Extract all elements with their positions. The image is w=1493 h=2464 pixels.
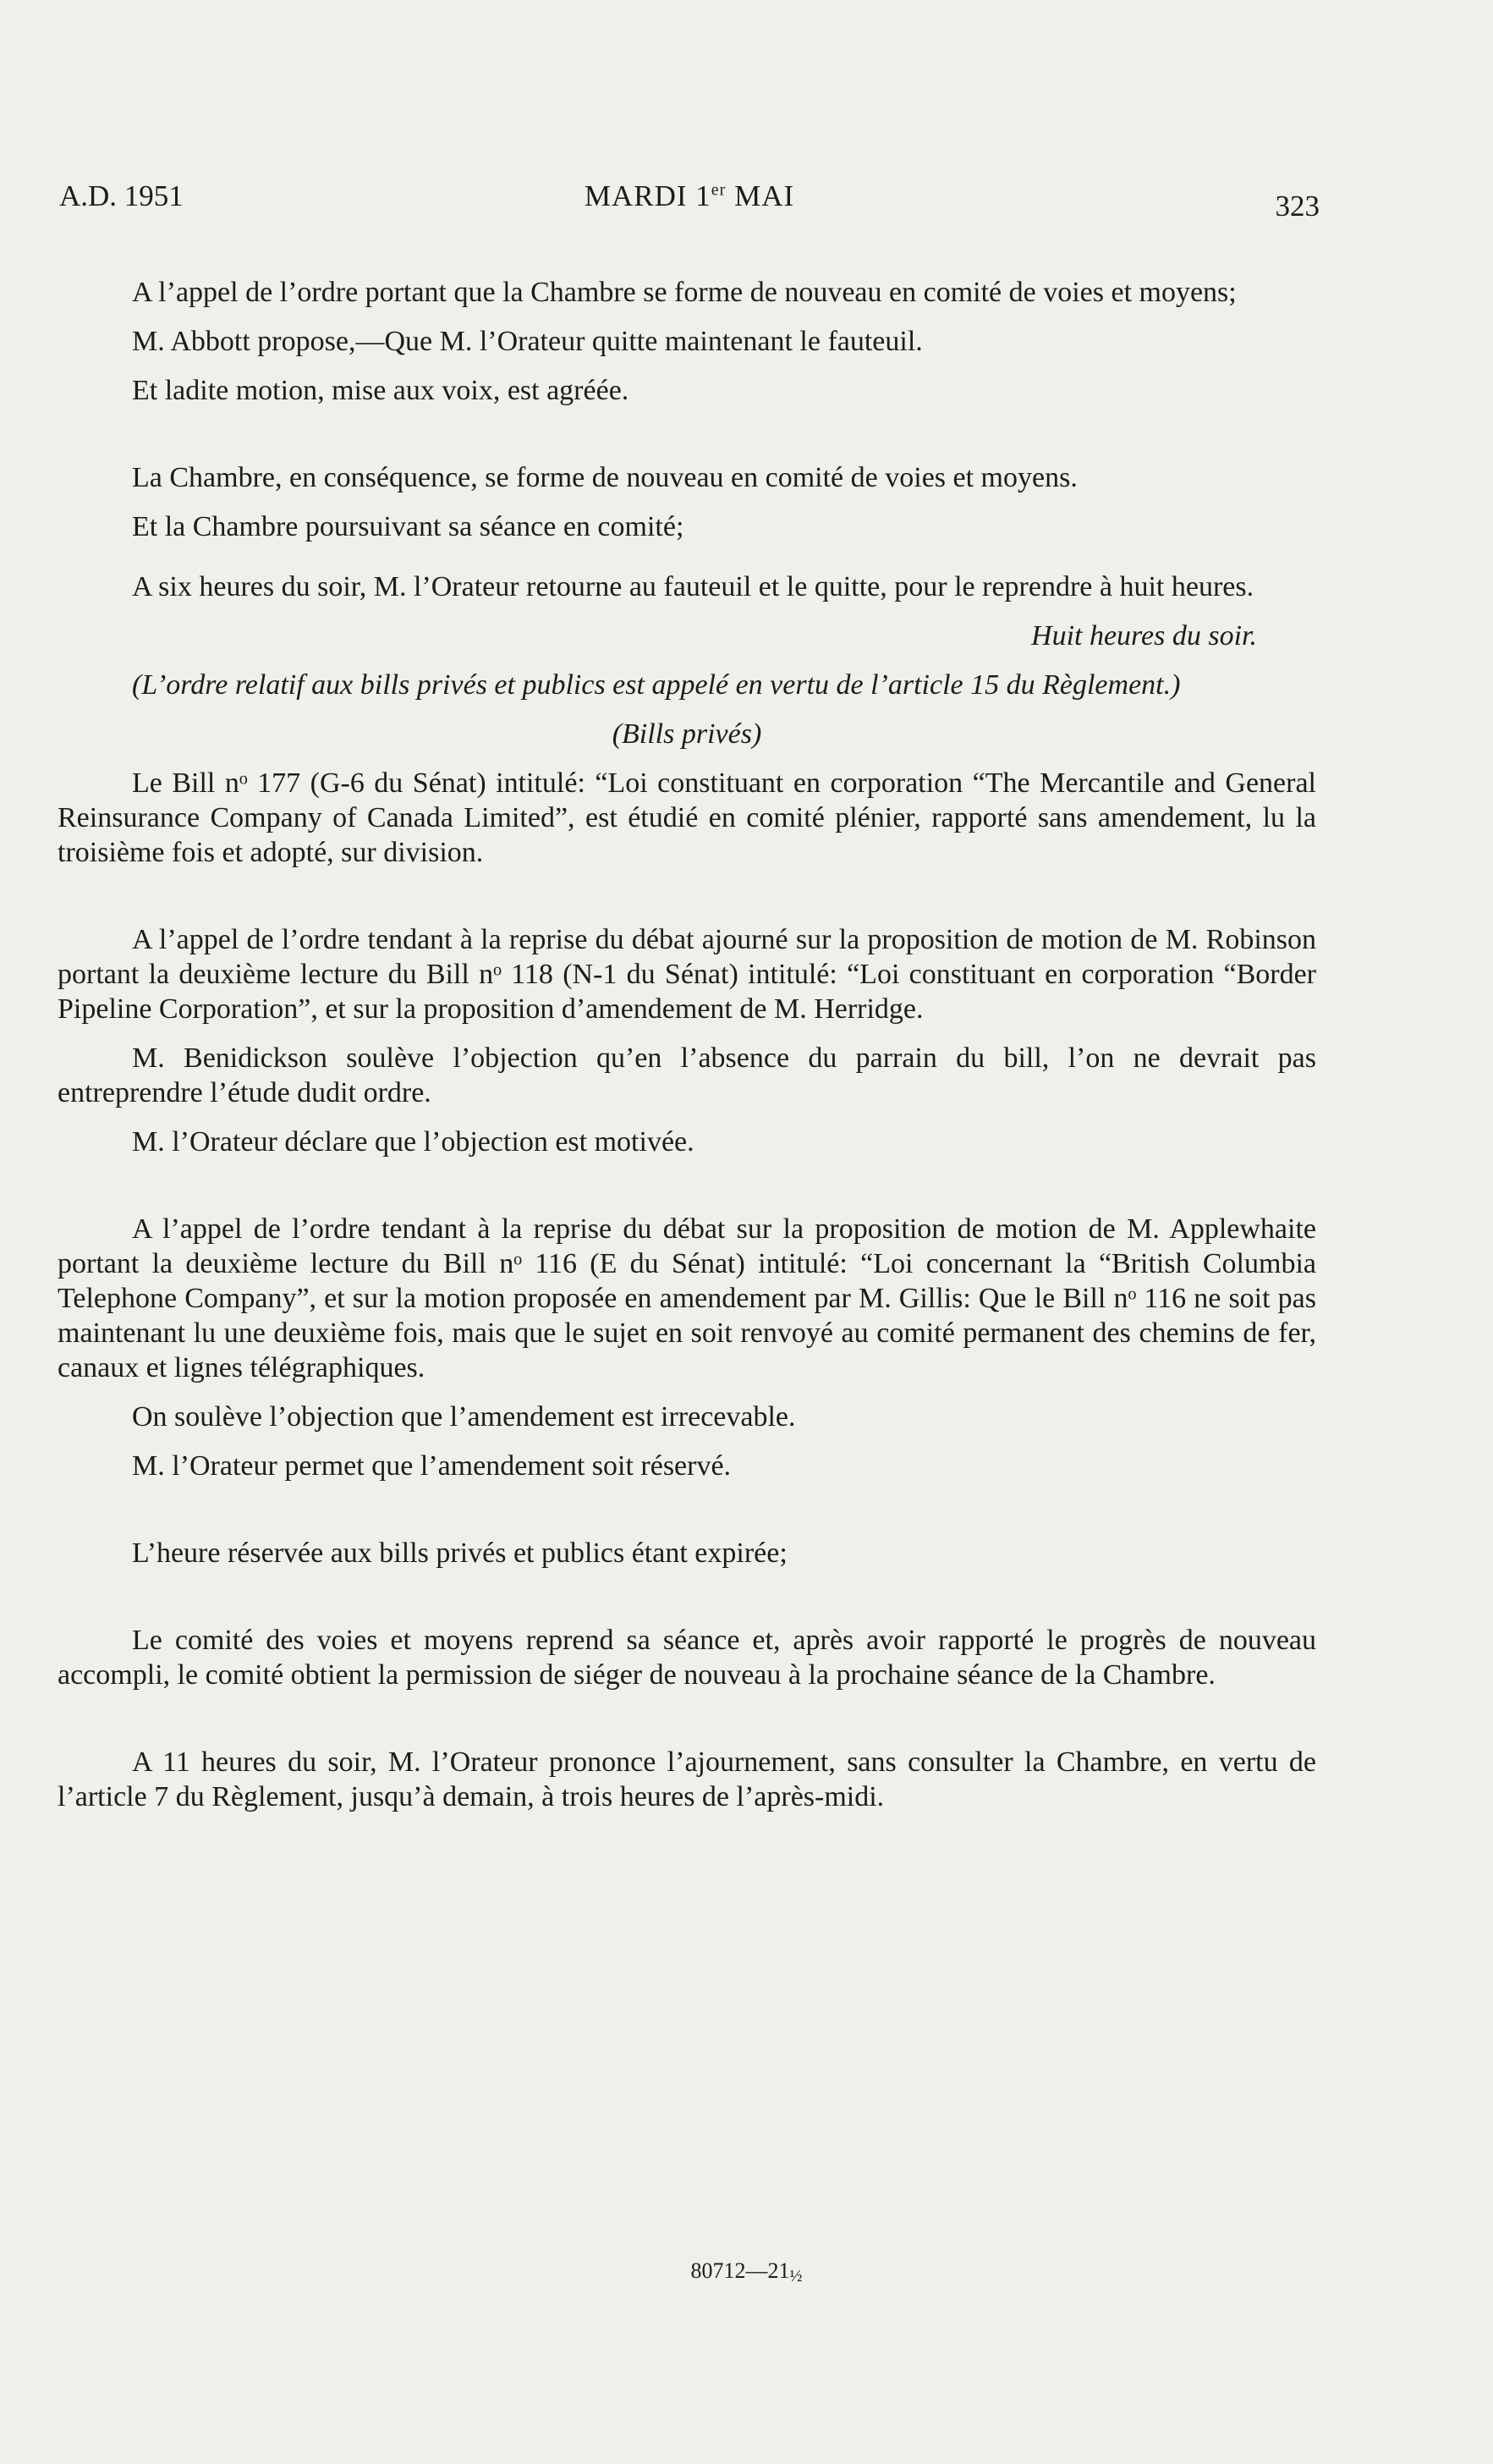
paragraph-amendment-objection: On soulève l’objection que l’amendement est irrecevable. (132, 1401, 796, 1433)
paragraph-bill-118: A l’appel de l’ordre tendant à la reprise du débat ajourné sur la proposition de motion de M. Robinson portant la deuxième lecture du Bill nᵒ 118 (N-1 du Sénat) intitulé: “Loi constituant en corporation “Border Pipeline Corporation”, et sur la proposition d’amendement de M. Herridge. (58, 924, 1316, 1025)
time-marker: Huit heures du soir. (1031, 620, 1257, 652)
printer-code-fraction: ½ (789, 2267, 803, 2285)
paragraph-bill-116: A l’appel de l’ordre tendant à la reprise du débat sur la proposition de motion de M. Applewhaite portant la deuxième lecture du Bill nᵒ 116 (E du Sénat) intitulé: “Loi concernant la “British Columbia Telephone Company”, et sur la motion proposée en amendement par M. Gillis: Que le Bill nᵒ 116 ne soit pas maintenant lu une deuxième fois, mais que le sujet en soit renvoyé au comité permanent des chemins de fer, canaux et lignes télégraphiques. (58, 1213, 1316, 1383)
header-year: A.D. 1951 (59, 179, 184, 212)
header-date-post: MAI (726, 179, 795, 212)
paragraph-amendment-reserved: M. l’Orateur permet que l’amendement soit réservé. (132, 1450, 732, 1482)
page-body (58, 275, 1316, 1814)
section-heading-private-bills: (Bills privés) (612, 718, 762, 750)
paragraph-6: A six heures du soir, M. l’Orateur retourne au fauteuil et le quitte, pour le reprendre à huit heures. (132, 571, 1254, 602)
printer-code (0, 2258, 1493, 2286)
header-date (59, 179, 1320, 213)
header-date-sup: er (711, 180, 727, 200)
paragraph-2: M. Abbott propose,—Que M. l’Orateur quitte maintenant le fauteuil. (132, 326, 923, 357)
paragraph-4: La Chambre, en conséquence, se forme de nouveau en comité de voies et moyens. (132, 462, 1078, 493)
printer-code-text: 80712—21 (690, 2258, 790, 2283)
paragraph-1: A l’appel de l’ordre portant que la Chambre se forme de nouveau en comité de voies et moyens; (132, 277, 1237, 308)
paragraph-ruling: M. l’Orateur déclare que l’objection est motivée. (132, 1126, 694, 1158)
paragraph-adjournment: A 11 heures du soir, M. l’Orateur prononce l’ajournement, sans consulter la Chambre, en vertu de l’article 7 du Règlement, jusqu’à demain, à trois heures de l’après-midi. (58, 1746, 1316, 1812)
page-number: 323 (1275, 190, 1320, 223)
paragraph-bill-177: Le Bill nᵒ 177 (G-6 du Sénat) intitulé: “Loi constituant en corporation “The Mercantile and General Reinsurance Company of Canada Limited”, est étudié en comité plénier, rapporté sans amendement, lu la troisième fois et adopté, sur division. (58, 767, 1316, 868)
header-date-pre: MARDI 1 (584, 179, 711, 212)
paragraph-order-note: (L’ordre relatif aux bills privés et publics est appelé en vertu de l’article 15 du Règlement.) (132, 669, 1181, 701)
paragraph-hour-expired: L’heure réservée aux bills privés et publics étant expirée; (132, 1537, 788, 1569)
paragraph-3: Et ladite motion, mise aux voix, est agréée. (132, 375, 629, 406)
paragraph-committee-resumes: Le comité des voies et moyens reprend sa séance et, après avoir rapporté le progrès de nouveau accompli, le comité obtient la permission de siéger de nouveau à la prochaine séance de la Chambre. (58, 1625, 1316, 1691)
page-header (59, 179, 1320, 230)
paragraph-5: Et la Chambre poursuivant sa séance en comité; (132, 511, 684, 542)
paragraph-objection: M. Benidickson soulève l’objection qu’en l’absence du parrain du bill, l’on ne devrait pas entreprendre l’étude dudit ordre. (58, 1042, 1316, 1108)
